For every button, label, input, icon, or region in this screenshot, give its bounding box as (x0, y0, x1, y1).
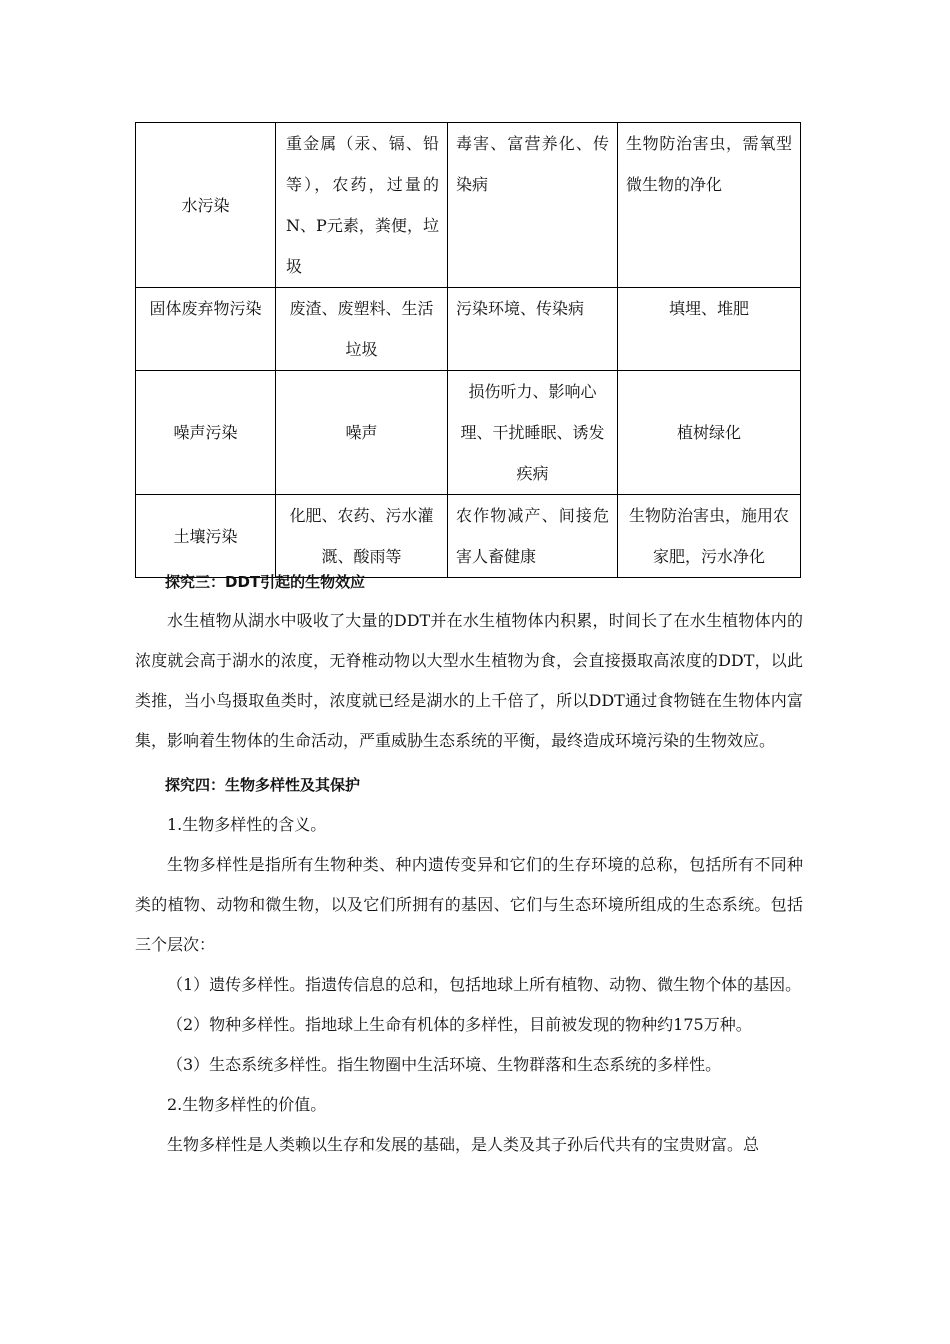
ddt-paragraph: 水生植物从湖水中吸收了大量的DDT并在水生植物体内积累，时间长了在水生植物体内的浓度就会高于湖水的浓度，无脊椎动物以大型水生植物为食，会直接摄取高浓度的DDT，以此类推，当小鸟摄取鱼类时，浓度就已经是湖水的上千倍了，所以DDT通过食物链在生物体内富集，影响着生物体的生命活动，严重威胁生态系统的平衡，最终造成环境污染的生物效应。 (135, 611, 803, 750)
section-heading: 探究四：生物多样性及其保护 (165, 776, 361, 794)
list-item: （1）遗传多样性。指遗传信息的总和，包括地球上所有植物、动物、微生物个体的基因。 (167, 975, 802, 994)
pollution-measure-cell: 填埋、堆肥 (618, 288, 801, 371)
pollution-measure-cell: 植树绿化 (618, 371, 801, 495)
table-row (136, 495, 801, 578)
paragraph: 生物多样性是指所有生物种类、种内遗传变异和它们的生存环境的总称，包括所有不同种类的植物、动物和微生物，以及它们所拥有的基因、它们与生态环境所组成的生态系统。包括三个层次： (135, 855, 803, 954)
list-item: （3）生态系统多样性。指生物圈中生活环境、生物群落和生态系统的多样性。 (167, 1055, 722, 1074)
table-row (136, 288, 801, 371)
pollution-harm-cell: 农作物减产、间接危害人畜健康 (448, 495, 618, 578)
list-item: （2）物种多样性。指地球上生命有机体的多样性，目前被发现的物种约175万种。 (167, 1015, 752, 1034)
pollution-source-cell: 重金属（汞、镉、铅等），农药，过量的N、P元素，粪便，垃圾 (276, 123, 448, 288)
pollution-source-cell: 噪声 (276, 371, 448, 495)
pollution-type-cell: 固体废弃物污染 (136, 288, 276, 371)
pollution-source-cell: 化肥、农药、污水灌溉、酸雨等 (276, 495, 448, 578)
pollution-measure-cell: 生物防治害虫，施用农家肥，污水净化 (618, 495, 801, 578)
pollution-harm-cell: 损伤听力、影响心理、干扰睡眠、诱发疾病 (448, 371, 618, 495)
table-row (136, 371, 801, 495)
pollution-type-cell: 土壤污染 (136, 495, 276, 578)
pollution-type-cell: 水污染 (136, 123, 276, 288)
pollution-measure-cell: 生物防治害虫，需氧型微生物的净化 (618, 123, 801, 288)
subheading: 1.生物多样性的含义。 (167, 815, 327, 834)
pollution-harm-cell: 毒害、富营养化、传染病 (448, 123, 618, 288)
pollution-table (135, 122, 801, 578)
paragraph: 生物多样性是人类赖以生存和发展的基础，是人类及其子孙后代共有的宝贵财富。总 (167, 1135, 760, 1154)
subheading: 2.生物多样性的价值。 (167, 1095, 327, 1114)
pollution-source-cell: 废渣、废塑料、生活垃圾 (276, 288, 448, 371)
section-heading: 探究三：DDT引起的生物效应 (165, 573, 366, 591)
pollution-harm-cell: 污染环境、传染病 (448, 288, 618, 371)
pollution-type-cell: 噪声污染 (136, 371, 276, 495)
body-text (135, 567, 803, 1165)
table-row (136, 123, 801, 288)
